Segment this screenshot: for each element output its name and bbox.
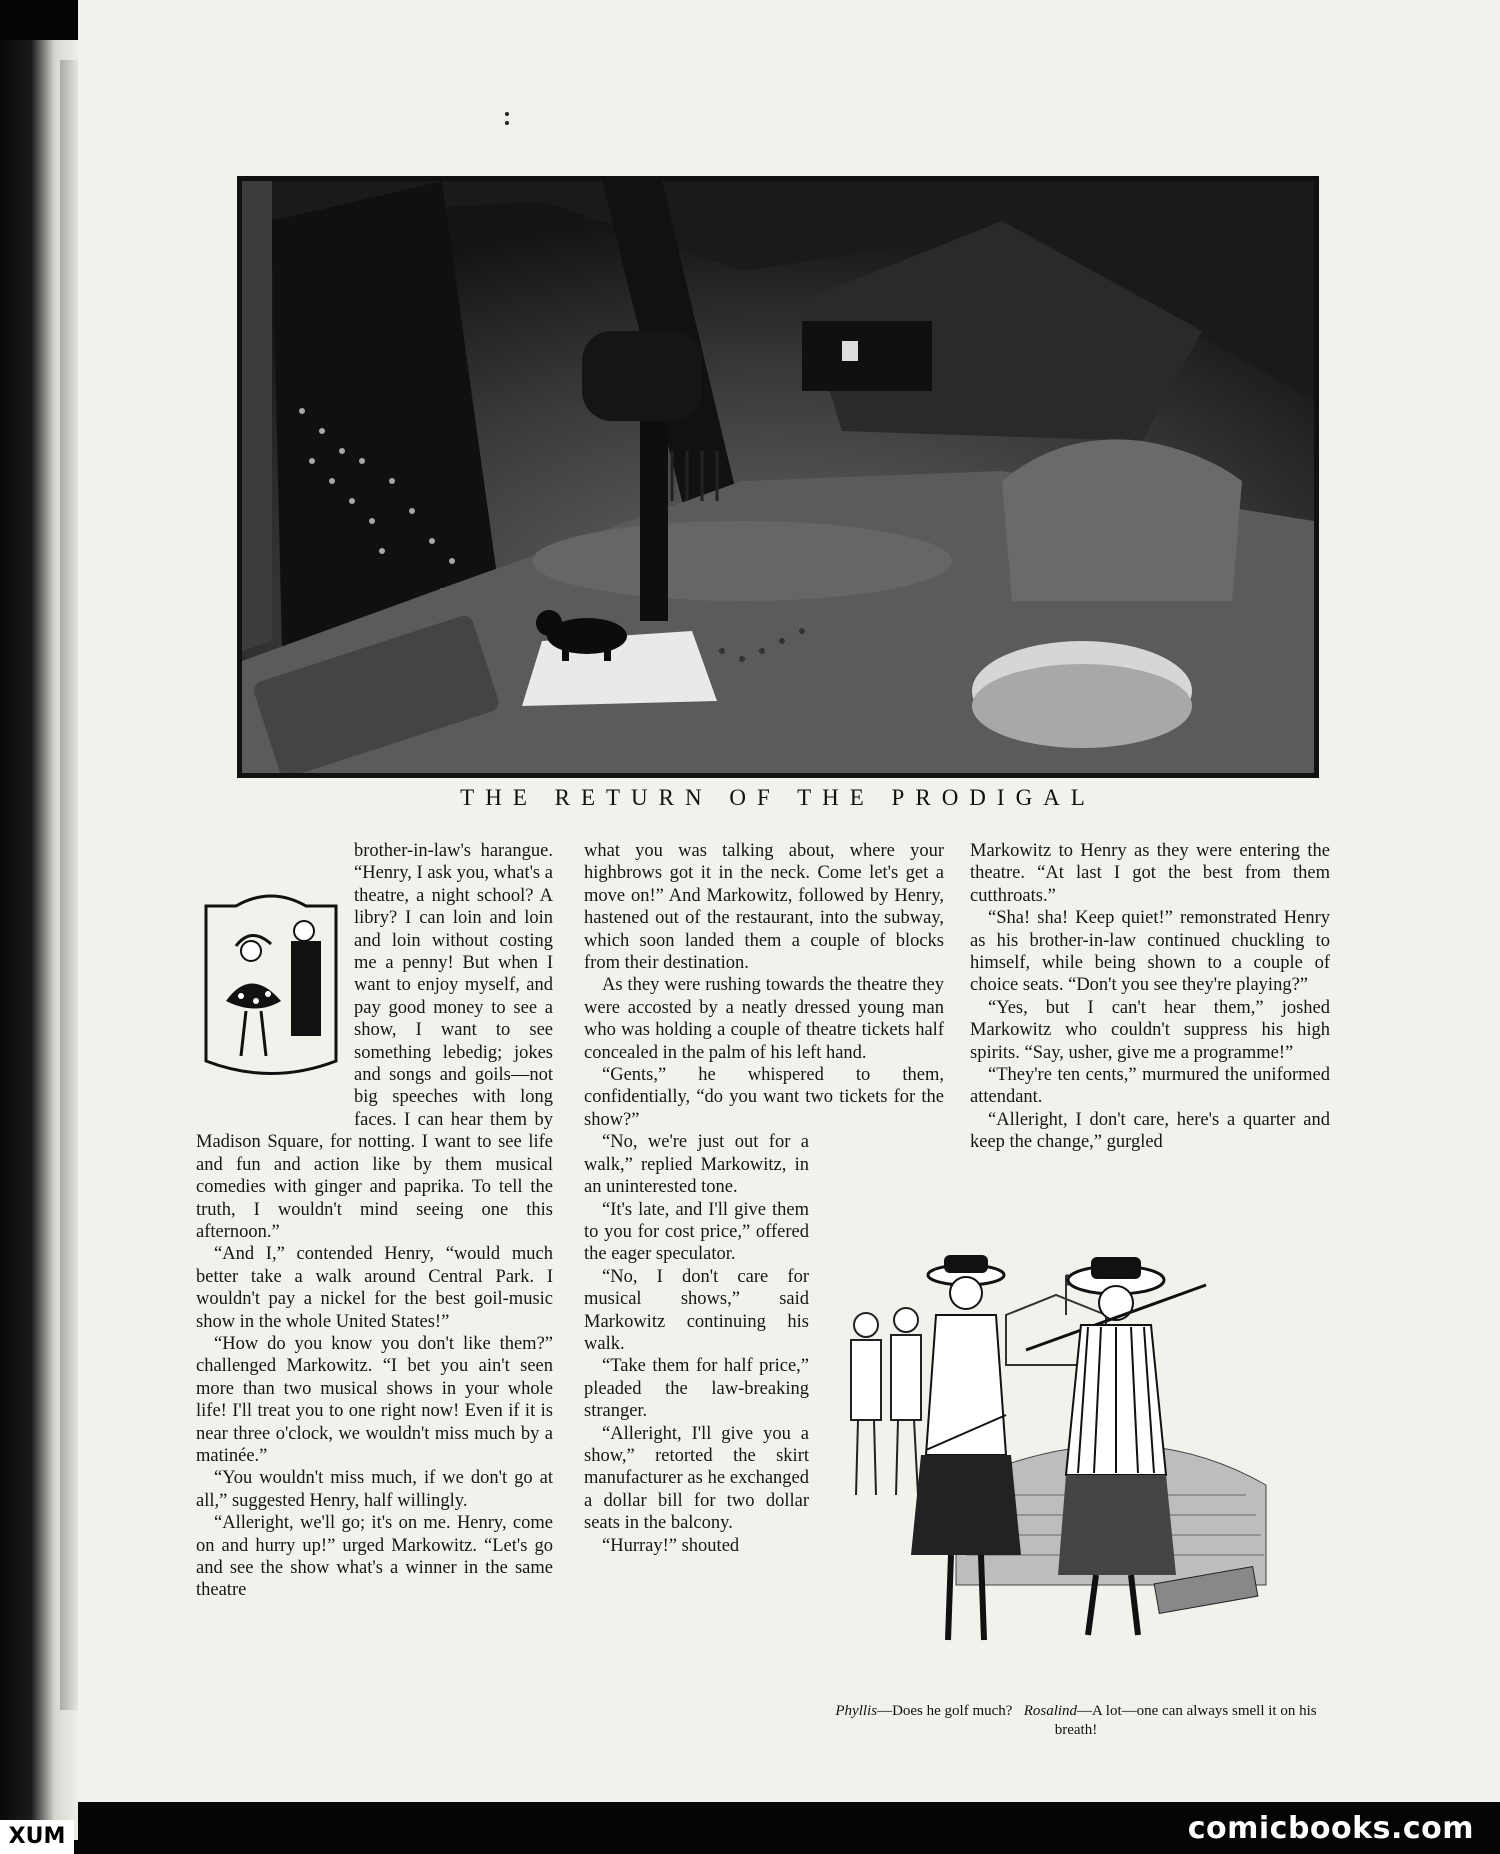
print-speck (505, 121, 509, 125)
speaker-phyllis: Phyllis (835, 1703, 878, 1719)
print-speck (505, 112, 509, 116)
page-gutter-shadow (60, 60, 78, 1710)
paragraph: “Yes, but I can't hear them,” joshed Markowitz who couldn't suppress his high spirits. “Say, usher, give me a programme!” (970, 997, 1330, 1063)
paragraph: “No, I don't care for musical shows,” said Markowitz continuing his walk. (584, 1266, 809, 1354)
paragraph (196, 840, 553, 1243)
text-column-3 (970, 840, 1330, 1154)
caption-line-2: —A lot—one can always smell it on his breath! (1054, 1703, 1317, 1738)
dancing-girl-vignette (196, 886, 346, 1111)
corner-tag: XUM (0, 1820, 74, 1854)
paragraph: “They're ten cents,” murmured the uniformed attendant. (970, 1065, 1330, 1108)
dancer-sketch (196, 886, 346, 1111)
paragraph: “Alleright, we'll go; it's on me. Henry, come on and hurry up!” urged Markowitz. “Let's go and see the show what's a winner in the same theatre (196, 1513, 553, 1601)
paragraph: “Alleright, I'll give you a show,” retorted the skirt manufacturer as he exchanged a dollar bill for two dollar seats in the balcony. (584, 1423, 809, 1534)
text-column-1 (196, 840, 553, 1602)
paragraph: “You wouldn't miss much, if we don't go at all,” suggested Henry, half willingly. (196, 1468, 553, 1511)
paragraph: “Alleright, I don't care, here's a quarter and keep the change,” gurgled (970, 1109, 1330, 1153)
paragraph: “Gents,” he whispered to them, confidentially, “do you want two tickets for the show?” (584, 1065, 944, 1130)
paragraph: “No, we're just out for a walk,” replied Markowitz, in an uninterested tone. (584, 1132, 809, 1198)
golf-cartoon-illustration (826, 1255, 1326, 1690)
paragraph: “Sha! sha! Keep quiet!” remonstrated Henry as his brother-in-law continued chuckling to himself, while being shown to a couple of choice seats. “Don't you see they're playing?” (970, 908, 1330, 996)
paragraph: Markowitz to Henry as they were entering the theatre. “At last I got the best from them cutthroats.” (970, 841, 1330, 906)
caption-line-1: —Does he golf much? (877, 1703, 1013, 1719)
illustration-title: THE RETURN OF THE PRODIGAL (460, 785, 1096, 810)
paragraph: As they were rushing towards the theatre they were accosted by a neatly dressed young man who was holding a couple of theatre tickets half concealed in the palm of his left hand. (584, 975, 944, 1063)
golf-cartoon-caption (826, 1702, 1326, 1740)
golfing-women-sketch (826, 1255, 1326, 1690)
snow-scene-art (242, 181, 1314, 773)
paragraph: what you was talking about, where your highbrows got it in the neck. Come let's get a move on!” And Markowitz, followed by Henry, hastened out of the restaurant, into the subway, which soon landed them a couple of blocks from their destination. (584, 841, 944, 974)
night-snow-illustration (237, 176, 1319, 778)
speaker-rosalind: Rosalind (1023, 1703, 1078, 1719)
paragraph: “Take them for half price,” pleaded the law-breaking stranger. (584, 1356, 809, 1422)
paragraph: “Hurray!” shouted (602, 1535, 740, 1556)
paragraph-text: brother-in-law's harangue. “Henry, I ask you, what's a theatre, a night school? A libry? I can loin and loin and loin without costing me a penny! But when I want to enjoy myself, and pay good money to see a show, I want to see something lebedig; jokes and songs and goils—not big speeches with long faces. I can hear them by Madison Square, for notting. I want to see life and fun and action like by them musical comedies with ginger and paprika. To tell the truth, I wouldn't mind seeing one this afternoon.” (196, 841, 553, 1242)
paragraph: “And I,” contended Henry, “would much better take a walk around Central Park. I wouldn't pay a nickel for the best goil-music show in the whole United States!” (196, 1244, 553, 1332)
site-watermark: comicbooks.com (1187, 1811, 1474, 1846)
paragraph: “It's late, and I'll give them to you for cost price,” offered the eager speculator. (584, 1199, 809, 1265)
paragraph: “How do you know you don't like them?” challenged Markowitz. “I bet you ain't seen more than two musical shows in your whole life! I'll treat you to one right now! Even if it is near three o'clock, we wouldn't miss much by a matinée.” (196, 1333, 553, 1466)
